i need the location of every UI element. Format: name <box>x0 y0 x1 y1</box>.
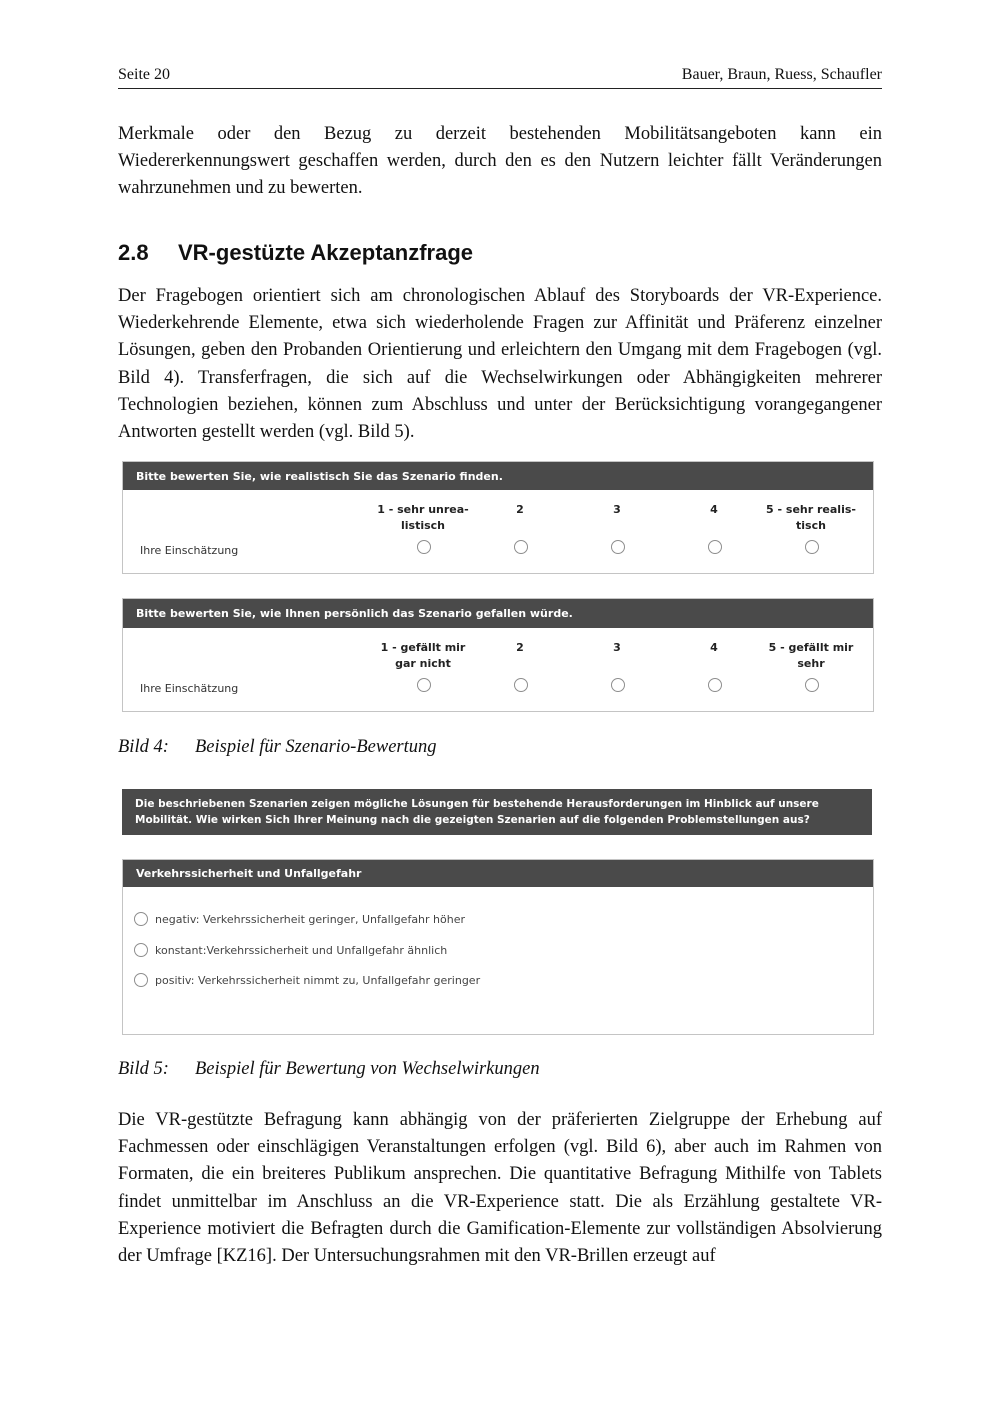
radio-option-5[interactable] <box>805 540 819 554</box>
figure-caption-5 <box>118 1059 540 1080</box>
paragraph-questionnaire: Der Fragebogen orientiert sich am chronologischen Ablauf des Storyboards der VR-Experience. Wiederkehrende Elemente, etwa sich wiederholende Fragen zur Affinität und Präferenz einzelner Lösungen, geben den Probanden Orientierung und erleichtern den Umgang mit dem Fragebogen (vgl. Bild 4). Transferfragen, die sich auf die Wechselwirkungen oder Abhängigkeiten mehrerer Technologien beziehen, können zum Abschluss und unter der Berücksichtigung vorangegangener Antworten gestellt werden (vgl. Bild 5). <box>118 286 882 443</box>
option-label: positiv: Verkehrssicherheit nimmt zu, Unfallgefahr geringer <box>155 973 481 987</box>
scale-label-2: 2 <box>516 503 524 516</box>
scale-label-2: 2 <box>516 641 524 654</box>
scale-label-1: 1 - gefällt mir gar nicht <box>380 641 466 670</box>
option-label: konstant:Verkehrssicherheit und Unfallgefahr ähnlich <box>155 943 448 957</box>
option-negative[interactable] <box>134 912 465 926</box>
option-label: negativ: Verkehrssicherheit geringer, Unfallgefahr höher <box>155 912 466 926</box>
section-heading <box>118 240 473 266</box>
scale-label-3: 3 <box>613 503 621 516</box>
radio-option-3[interactable] <box>611 678 625 692</box>
choice-question-safety <box>122 859 874 1035</box>
rating-question-realism <box>122 461 874 574</box>
scale-label-4: 4 <box>710 641 718 654</box>
caption-text: Beispiel für Szenario-Bewertung <box>195 737 437 757</box>
radio-option-4[interactable] <box>708 540 722 554</box>
authors: Bauer, Braun, Ruess, Schaufler <box>681 66 882 83</box>
radio-option-4[interactable] <box>708 678 722 692</box>
section-title: VR-gestüzte Akzeptanzfrage <box>178 240 474 265</box>
question-intro: Die beschriebenen Szenarien zeigen mögliche Lösungen für bestehende Herausforderungen im Hinblick auf unsere Mobilität. Wie wirken Sich Ihrer Meinung nach die gezeigten Szenarien auf die folgenden Problemstellungen aus? <box>122 789 872 835</box>
radio-option-5[interactable] <box>805 678 819 692</box>
caption-text: Beispiel für Bewertung von Wechselwirkungen <box>195 1059 540 1079</box>
radio-option-2[interactable] <box>514 540 528 554</box>
scale-label-1: 1 - sehr unrea- listisch <box>377 503 469 532</box>
scale-label-4: 4 <box>710 503 718 516</box>
option-constant[interactable] <box>134 943 447 957</box>
radio-positive[interactable] <box>134 973 148 987</box>
radio-option-2[interactable] <box>514 678 528 692</box>
section-number: 2.8 <box>118 240 149 265</box>
page-number: Seite 20 <box>118 66 170 83</box>
caption-label: Bild 4: <box>118 737 169 757</box>
caption-label: Bild 5: <box>118 1059 169 1079</box>
paragraph-survey: Die VR-gestützte Befragung kann abhängig von der präferierten Zielgruppe der Erhebung auf Fachmessen oder einschlägigen Veranstaltungen erfolgen (vgl. Bild 6), aber auch im Rahmen von Formaten, die ein breiteres Publikum ansprechen. Die quantitative Befragung Mithilfe von Tablets findet unmittelbar im Anschluss an die VR-Experience statt. Die als Erzählung gestaltete VR-Experience motiviert die Befragten durch die Gamification-Elemente zur vollständigen Absolvierung der Umfrage [KZ16]. Der Untersuchungsrahmen mit den VR-Brillen erzeugt auf <box>118 1110 882 1267</box>
figure-caption-4 <box>118 737 437 758</box>
scale-label-5: 5 - sehr realis- tisch <box>766 503 856 532</box>
question-title: Bitte bewerten Sie, wie realistisch Sie das Szenario finden. <box>123 462 873 490</box>
question-title: Bitte bewerten Sie, wie Ihnen persönlich das Szenario gefallen würde. <box>123 599 873 628</box>
paragraph-intro: Merkmale oder den Bezug zu derzeit bestehenden Mobilitätsangeboten kann ein Wiedererkennungswert geschaffen werden, durch den es den Nutzern leichter fällt Veränderungen wahrzunehmen und zu bewerten. <box>118 124 882 199</box>
row-label: Ihre Einschätzung <box>140 682 239 695</box>
scale-label-3: 3 <box>613 641 621 654</box>
page-header <box>118 66 882 89</box>
radio-option-3[interactable] <box>611 540 625 554</box>
radio-option-1[interactable] <box>417 540 431 554</box>
radio-option-1[interactable] <box>417 678 431 692</box>
row-label: Ihre Einschätzung <box>140 544 239 557</box>
scale-label-5: 5 - gefällt mir sehr <box>768 641 854 670</box>
radio-negative[interactable] <box>134 912 148 926</box>
question-title: Verkehrssicherheit und Unfallgefahr <box>123 860 873 887</box>
option-positive[interactable] <box>134 973 480 987</box>
radio-constant[interactable] <box>134 943 148 957</box>
rating-question-liking <box>122 598 874 712</box>
